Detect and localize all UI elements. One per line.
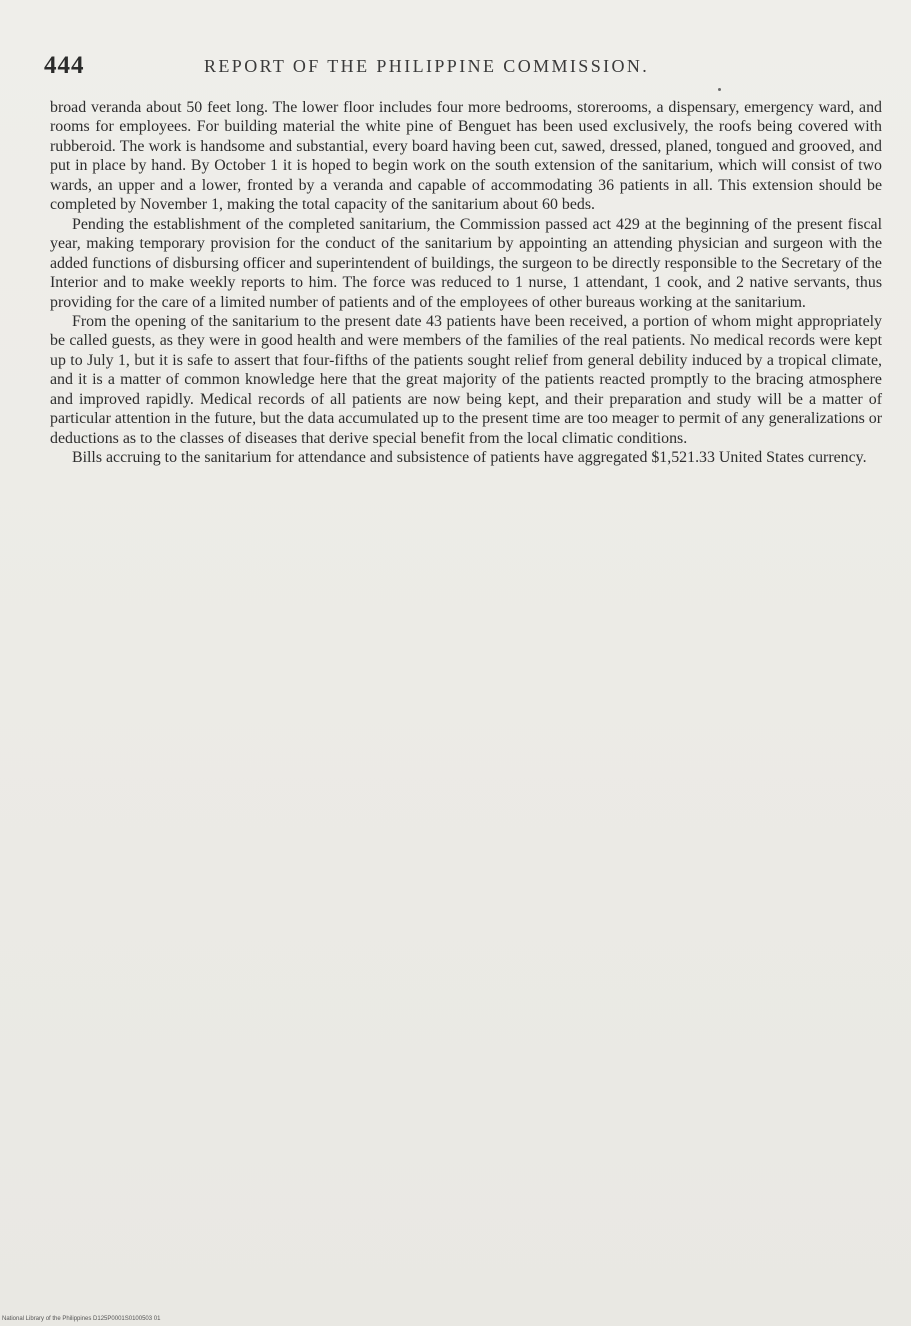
running-head bbox=[44, 52, 874, 82]
page-title: REPORT OF THE PHILIPPINE COMMISSION. bbox=[204, 56, 650, 76]
paragraph-bills: Bills accruing to the sanitarium for attendance and subsistence of patients have aggregated $1,521.33 United States currency. bbox=[72, 449, 867, 467]
paragraph-sanitarium-building: broad veranda about 50 feet long. The lower floor includes four more bedrooms, storerooms, a dispensary, emergency ward, and rooms for employees. For building material the white pine of Benguet has been used exclusively, the roofs being covered with rubberoid. The work is handsome and substantial, every board having been cut, sawed, dressed, planed, tongued and grooved, and put in place by hand. By October 1 it is hoped to begin work on the south extension of the sanitarium, which will consist of two wards, an upper and a lower, fronted by a veranda and capable of accommodating 36 patients in all. This extension should be completed by November 1, making the total capacity of the sanitarium about 60 beds. bbox=[50, 99, 882, 214]
page-number: 444 bbox=[44, 52, 85, 79]
archive-footer: National Library of the Philippines D125P0001S0100503 01 bbox=[2, 1316, 161, 1322]
paragraph-act-429: Pending the establishment of the completed sanitarium, the Commission passed act 429 at the beginning of the present fiscal year, making temporary provision for the conduct of the sanitarium by appointing an attending physician and surgeon with the added functions of disbursing officer and superintendent of buildings, the surgeon to be directly responsible to the Secretary of the Interior and to make weekly reports to him. The force was reduced to 1 nurse, 1 attendant, 1 cook, and 2 native servants, thus providing for the care of a limited number of patients and of the employees of other bureaus working at the sanitarium. bbox=[50, 215, 882, 311]
ink-speck bbox=[718, 88, 721, 91]
paragraph-patients: From the opening of the sanitarium to the present date 43 patients have been received, a portion of whom might appropriately be called guests, as they were in good health and were members of the families of the real patients. No medical records were kept up to July 1, but it is safe to assert that four-fifths of the patients sought relief from general debility induced by a tropical climate, and it is a matter of common knowledge here that the great majority of the patients reacted promptly to the bracing atmosphere and improved rapidly. Medical records of all patients are now being kept, and their preparation and study will be a matter of particular attention in the future, but the data accumulated up to the present time are too meager to permit of any generalizations or deductions as to the classes of diseases that derive special benefit from the local climatic conditions. bbox=[50, 312, 882, 447]
body-text bbox=[50, 98, 882, 468]
